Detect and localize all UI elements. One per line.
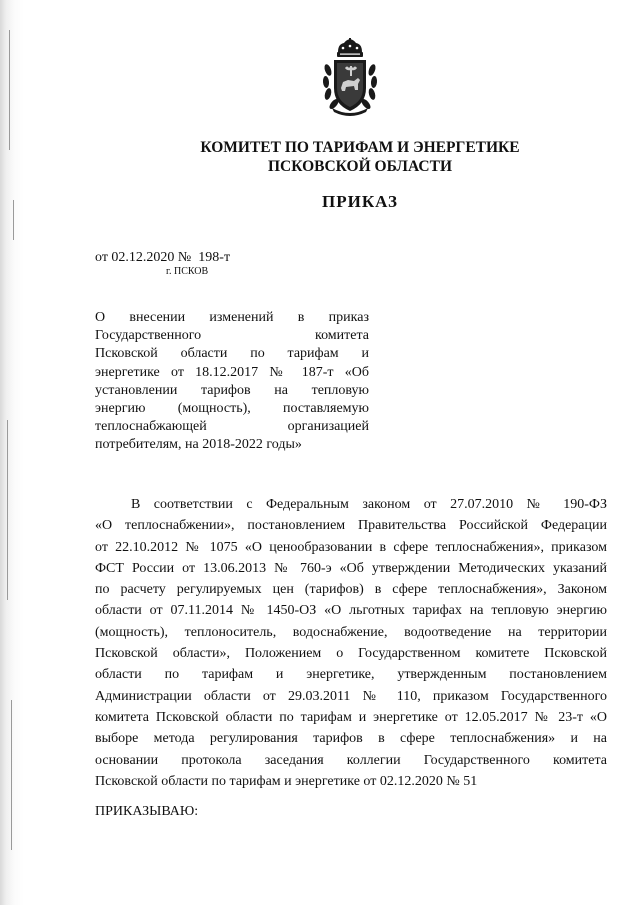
- committee-title-line: ПСКОВСКОЙ ОБЛАСТИ: [267, 158, 452, 175]
- body-line: Администрации области от 29.03.2011 № 110, приказом Государственного: [95, 688, 607, 704]
- coat-of-arms-icon: [322, 38, 378, 118]
- order-body: [95, 494, 607, 792]
- body-line: комитета Псковской области по тарифам и энергетике от 12.05.2017 № 23-т «О: [95, 709, 607, 725]
- scan-edge-mark: [9, 30, 10, 150]
- body-line: выборе метода регулирования тарифов в сфере теплоснабжения» и на: [95, 731, 607, 747]
- body-line: В соответствии с Федеральным законом от 27.07.2010 № 190-ФЗ: [131, 497, 607, 512]
- body-line: «О теплоснабжении», постановлением Правительства Российской Федерации: [95, 518, 607, 534]
- order-title: ПРИКАЗ: [322, 192, 398, 211]
- order-date: от 02.12.2020 № 198-т: [95, 250, 231, 265]
- committee-title: [140, 138, 580, 176]
- order-subject: [95, 309, 369, 455]
- scan-edge-mark: [7, 420, 8, 600]
- order-directive: ПРИКАЗЫВАЮ:: [95, 804, 199, 819]
- subject-line: теплоснабжающей организацией: [95, 419, 369, 435]
- subject-line: установлении тарифов на тепловую: [95, 382, 369, 398]
- body-line: от 22.10.2012 № 1075 «О ценообразовании в сфере теплоснабжения», приказом: [95, 539, 607, 555]
- committee-title-line: КОМИТЕТ ПО ТАРИФАМ И ЭНЕРГЕТИКЕ: [200, 139, 520, 156]
- order-city: г. ПСКОВ: [166, 266, 209, 277]
- body-line: Псковской области», Положением о Государственном комитете Псковской: [95, 646, 607, 662]
- body-line: основании протокола заседания коллегии Государственного комитета: [95, 752, 607, 768]
- body-line: ФСТ России от 13.06.2013 № 760-э «Об утверждении Методических указаний: [95, 560, 607, 576]
- scan-page-edge: [0, 0, 40, 905]
- body-line: области по тарифам и энергетике, утвержденным постановлением: [95, 667, 607, 683]
- subject-line: энергию (мощность), поставляемую: [95, 401, 369, 417]
- body-line: Псковской области по тарифам и энергетике от 02.12.2020 № 51: [95, 773, 478, 789]
- subject-line: потребителям, на 2018-2022 годы»: [95, 437, 302, 453]
- body-line: по расчету регулируемых цен (тарифов) в сфере теплоснабжения», Законом: [95, 582, 607, 598]
- subject-line: Псковской области по тарифам и: [95, 346, 369, 362]
- scan-edge-mark: [13, 200, 14, 240]
- subject-line: О внесении изменений в приказ: [95, 310, 369, 325]
- body-line: области от 07.11.2014 № 1450-ОЗ «О льготных тарифах на тепловую энергию: [95, 603, 607, 619]
- subject-line: энергетике от 18.12.2017 № 187-т «Об: [95, 364, 369, 380]
- scan-edge-mark: [11, 700, 12, 850]
- subject-line: Государственного комитета: [95, 328, 369, 344]
- body-line: (мощность), теплоноситель, водоснабжение, водоотведение на территории: [95, 624, 607, 640]
